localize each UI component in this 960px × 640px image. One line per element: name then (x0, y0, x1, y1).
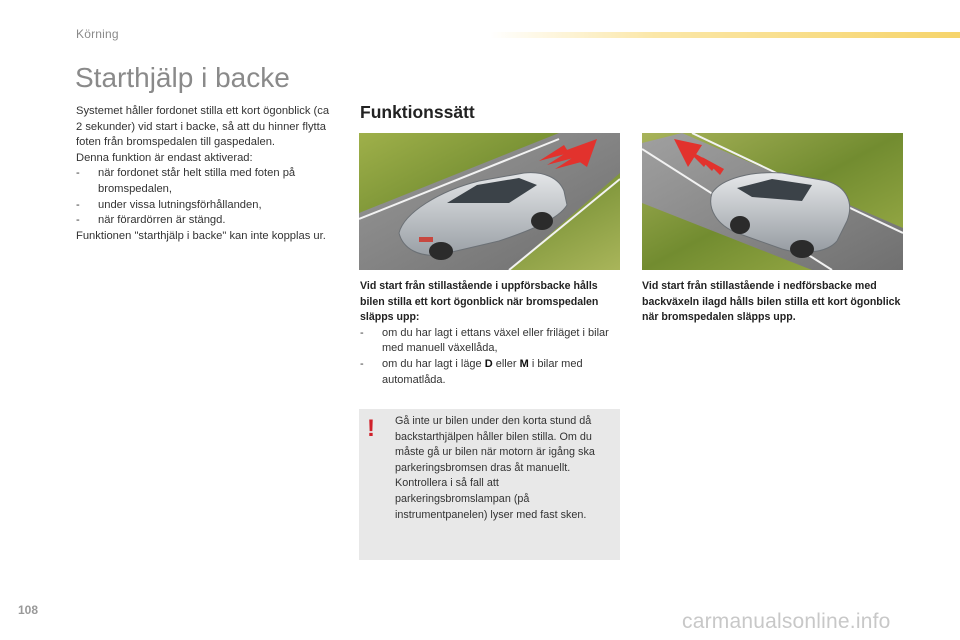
item-text: om du har lagt i läge (382, 357, 485, 370)
list-item (360, 357, 622, 388)
uphill-caption-lead: Vid start från stillastående i uppförsbacke hålls bilen stilla ett kort ögonblick när bromspedalen släpps upp: (360, 280, 599, 324)
section-title: Funktionssätt (360, 102, 475, 122)
page-title: Starthjälp i backe (75, 62, 290, 93)
warning-box (359, 409, 620, 560)
intro-paragraph-2: Denna funktion är endast aktiverad: (76, 151, 253, 164)
section-label: Körning (76, 27, 119, 41)
gear-m-label: M (519, 357, 529, 370)
item-text: eller (492, 357, 520, 370)
uphill-caption (360, 279, 622, 388)
item-text: i bilar med automatlåda. (382, 357, 583, 386)
intro-text (76, 104, 338, 244)
intro-paragraph-1: Systemet håller fordonet stilla ett kort ögonblick (ca 2 sekunder) vid start i backe, så att du hinner flytta foten från bromspedalen till gaspedalen. (76, 105, 330, 149)
intro-paragraph-3: Funktionen "starthjälp i backe" kan inte kopplas ur. (76, 229, 326, 242)
list-item: - om du har lagt i ettans växel eller friläget i bilar med manuell växellåda, (360, 326, 622, 357)
header-accent-bar (490, 32, 960, 38)
intro-conditions-list (76, 166, 338, 228)
uphill-illustration (359, 133, 620, 270)
page-number: 108 (18, 603, 39, 617)
uphill-conditions-list (360, 326, 622, 388)
downhill-caption (642, 279, 904, 326)
warning-icon: ! (367, 415, 375, 442)
downhill-caption-lead: Vid start från stillastående i nedförsbacke med backväxeln ilagd hålls bilen stilla ett kort ögonblick när bromspedalen släpps upp. (642, 280, 901, 324)
list-item: - under vissa lutningsförhållanden, (76, 198, 338, 214)
list-item: - när förardörren är stängd. (76, 213, 338, 229)
gear-d-label: D (484, 357, 493, 370)
watermark: carmanualsonline.info (682, 610, 891, 633)
downhill-illustration (642, 133, 903, 270)
warning-text: Gå inte ur bilen under den korta stund då backstarthjälpen håller bilen stilla. Om du måste gå ur bilen när motorn är igång ska parkeringsbromsen dras åt manuellt. Kontrollera i så fall att parkeringsbromslampan (på instrumentpanelen) lyser med fast sken. (395, 415, 595, 521)
list-item: - när fordonet står helt stilla med foten på bromspedalen, (76, 166, 338, 197)
